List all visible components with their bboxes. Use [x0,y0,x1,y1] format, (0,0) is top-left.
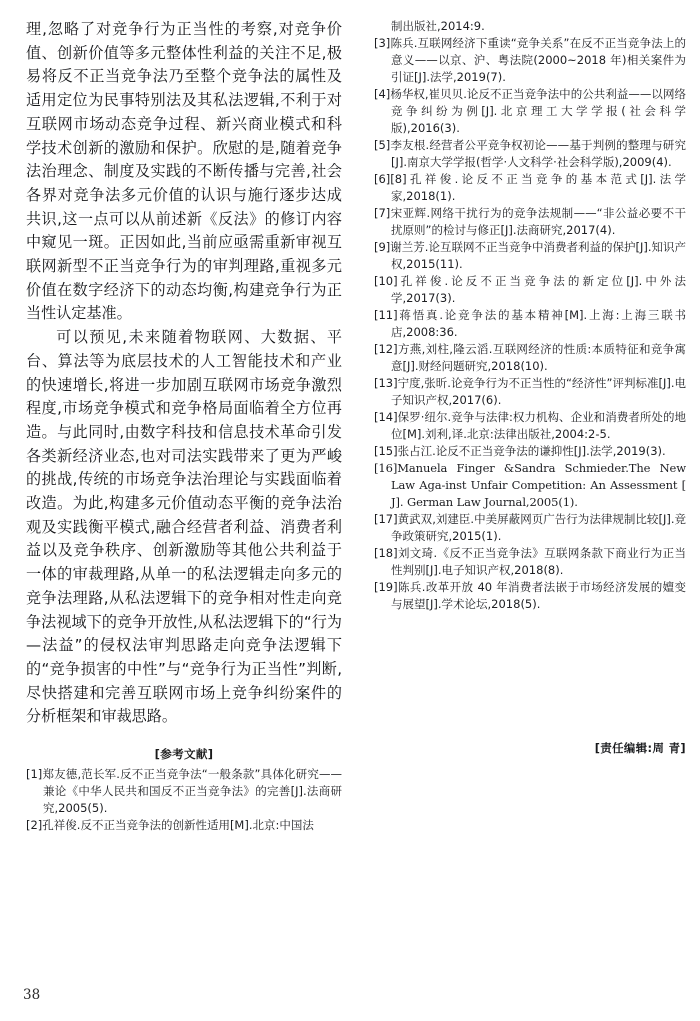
reference-item: [6][8]孔祥俊.论反不正当竞争的基本范式[J].法学家,2018(1). [374,172,686,203]
reference-item: [3]陈兵.互联网经济下重读“竞争关系”在反不正当竞争法上的意义——以京、沪、粤法院(2000~2018 年)相关案件为引证[J].法学,2019(7). [374,36,686,84]
reference-item: [19]陈兵.改革开放 40 年消费者法嵌于市场经济发展的嬗变与展望[J].学术论坛,2018(5). [374,580,686,611]
reference-item: [10]孔祥俊.论反不正当竞争法的新定位[J].中外法学,2017(3). [374,274,686,305]
left-column [26,18,342,834]
reference-item: [14]保罗·纽尔.竞争与法律:权力机构、企业和消费者所处的地位[M].刘利,译.北京:法律出版社,2004:2-5. [374,410,686,441]
right-column [374,18,686,613]
references-heading: [参考文献] [154,747,214,762]
body-paragraph: 理,忽略了对竞争行为正当性的考察,对竞争价值、创新价值等多元整体性利益的关注不足,极易将反不正当竞争法乃至整个竞争法的属性及适用定位为民事特别法及其私法逻辑,不利于对互联网市场动态竞争过程、新兴商业模式和科学技术创新的激励和保护。欣慰的是,随着竞争法治理念、制度及实践的不断传播与完善,社会各界对竞争法多元价值的认识与施行逐步达成共识,这一点可以从前述新《反法》的修订内容中窥见一斑。正因如此,当前应亟需重新审视互联网新型不正当竞争行为的审判理路,重视多元价值在数字经济下的动态均衡,构建竞争行为正当性认定基准。 [26,20,342,323]
reference-item: [9]谢兰芳.论互联网不正当竞争中消费者利益的保护[J].知识产权,2015(11). [374,240,686,271]
reference-item: [13]宁度,张昕.论竞争行为不正当性的“经济性”评判标准[J].电子知识产权,2017(6). [374,376,686,407]
two-column-layout [0,18,700,833]
references-list-left [26,766,342,834]
reference-item: [15]张占江.论反不正当竞争法的谦抑性[J].法学,2019(3). [374,444,666,458]
editor-credit: [责任编辑:周 青] [594,741,686,755]
reference-item: [1]郑友德,范长军.反不正当竞争法“一般条款”具体化研究——兼论《中华人民共和国反不正当竞争法》的完善[J].法商研究,2005(5). [26,767,342,816]
reference-item: [4]杨华权,崔贝贝.论反不正当竞争法中的公共利益——以网络竞争纠纷为例[J].北京理工大学学报(社会科学版),2016(3). [374,87,686,135]
reference-item: [12]方燕,刘柱,隆云滔.互联网经济的性质:本质特征和竞争寓意[J].财经问题研究,2018(10). [374,342,686,373]
references-list-right [374,35,686,613]
body-paragraph: 可以预见,未来随着物联网、大数据、平台、算法等为底层技术的人工智能技术和产业的快速增长,将进一步加剧互联网市场竞争激烈程度,市场竞争模式和竞争格局面临着全方位再造。与此同时,由数字科技和信息技术革命引发各类新经济业态,也对司法实践带来了更为严峻的挑战,传统的市场竞争法治理论与实践面临着改造。为此,构建多元价值动态平衡的竞争法治观及实践衡平模式,融合经营者利益、消费者利益以及竞争秩序、创新激励等其他公共利益于一体的审裁理路,从单一的私法逻辑走向多元的竞争法理路,从私法逻辑下的竞争相对性走向竞争法视域下的竞争开放性,从私法逻辑下的“行为—法益”的侵权法审判思路走向竞争法逻辑下的“竞争损害的中性”与“竞争行为正当性”判断,尽快搭建和完善互联网市场上竞争纠纷案件的分析框架和审裁思路。 [26,328,342,726]
reference-item: [7]宋亚辉.网络干扰行为的竞争法规制——“非公益必要不干扰原则”的检讨与修正[J].法商研究,2017(4). [374,206,686,237]
page-number: 38 [23,987,41,1003]
reference-continuation-line: 制出版社,2014:9. [391,19,485,33]
reference-item: [2]孔祥俊.反不正当竞争法的创新性适用[M].北京:中国法 [26,818,314,833]
reference-item: [17]黄武双,刘建臣.中美屏蔽网页广告行为法律规制比较[J].竞争政策研究,2015(1). [374,512,686,543]
reference-item: [16]Manuela Finger &Sandra Schmieder.The New Law Aga-inst Unfair Competition: An Assessment [ J]. German Law Journal,2005(1). [374,461,686,509]
reference-item: [11]蒋悟真.论竞争法的基本精神[M].上海:上海三联书店,2008:36. [374,308,686,339]
reference-item: [5]李友根.经营者公平竞争权初论——基于判例的整理与研究[J].南京大学学报(哲学·人文科学·社会科学版),2009(4). [374,138,686,169]
reference-item: [18]刘文琦.《反不正当竞争法》互联网条款下商业行为正当性判别[J].电子知识产权,2018(8). [374,546,686,577]
